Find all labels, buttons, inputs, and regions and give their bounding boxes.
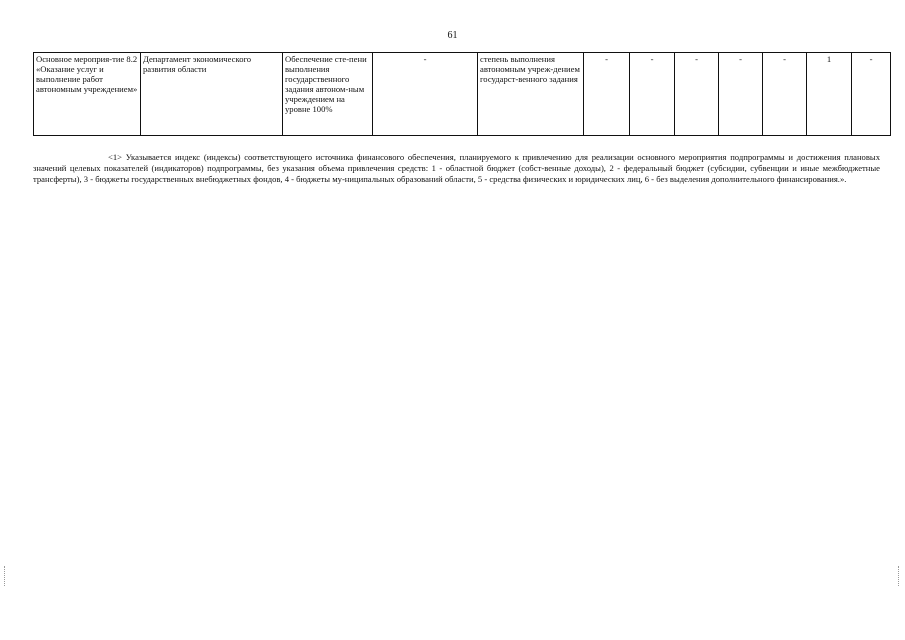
value-cell: - <box>630 53 675 136</box>
expected-result-cell: Обеспечение сте-пени выполнения государственного задания автоном-ным учреждением на уровне 100% <box>283 53 373 136</box>
program-table <box>33 52 891 136</box>
left-edge-mark <box>4 566 7 586</box>
activity-cell: Основное мероприя-тие 8.2 «Оказание услуг и выполнение работ автономным учреждением» <box>34 53 141 136</box>
value-cell: - <box>675 53 719 136</box>
value-cell: - <box>719 53 763 136</box>
value-cell: - <box>763 53 807 136</box>
footnote: <1> Указывается индекс (индексы) соответствующего источника финансового обеспечения, планируемого к привлечению для реализации основного мероприятия подпрограммы и достижения плановых значений целевых показателей (индикаторов) подпрограммы, без указания объема привлечения средств: 1 - областной бюджет (собст-венные доходы), 2 - федеральный бюджет (субсидии, субвенции и иные межбюджетные трансферты), 3 - бюджеты государственных внебюджетных фондов, 4 - бюджеты му-ниципальных образований области, 5 - средства физических и юридических лиц, 6 - без выделения дополнительного финансирования.». <box>33 152 880 184</box>
value-cell: 1 <box>807 53 852 136</box>
value-cell: - <box>852 53 891 136</box>
page-number: 61 <box>447 30 458 41</box>
indicator-cell: степень выполнения автономным учреж-дением государст-венного задания <box>478 53 584 136</box>
column-4-cell: - <box>373 53 478 136</box>
right-edge-mark <box>898 566 901 586</box>
value-cell: - <box>584 53 630 136</box>
executor-cell: Департамент экономического развития области <box>141 53 283 136</box>
table-row <box>34 53 891 136</box>
